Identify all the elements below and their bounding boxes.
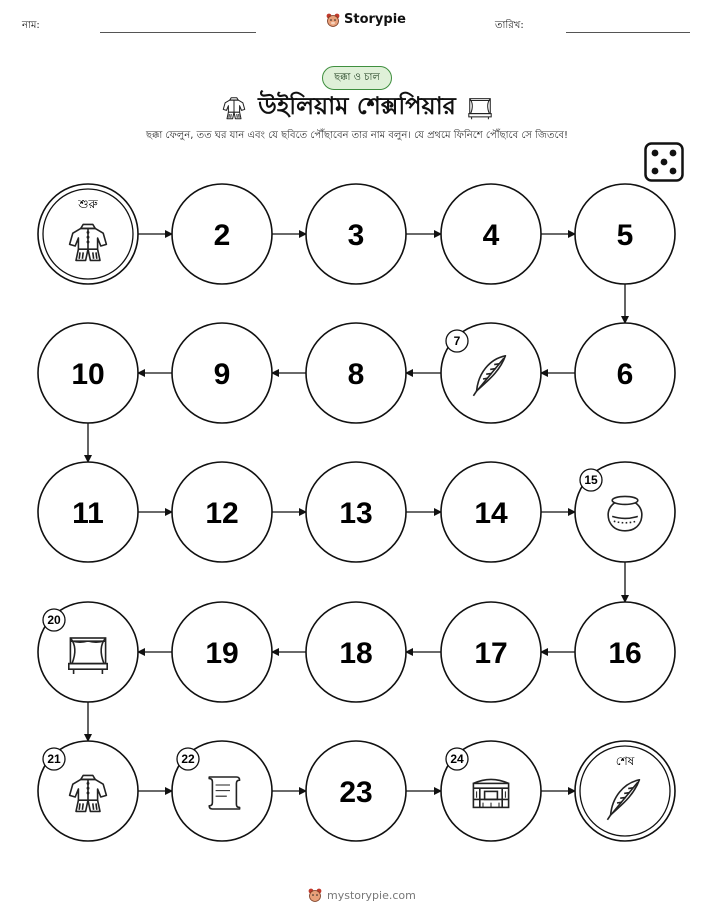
board-cell-9[interactable] xyxy=(172,323,272,423)
board-cell-22[interactable] xyxy=(172,741,272,841)
board-cell-24[interactable] xyxy=(441,741,541,841)
board-cell-11[interactable] xyxy=(38,462,138,562)
board-cell-20[interactable] xyxy=(38,602,138,702)
cell-number: 17 xyxy=(474,637,508,670)
board-cell-7[interactable] xyxy=(441,323,541,423)
cell-number: 4 xyxy=(482,219,500,252)
date-label: তারিখ: xyxy=(495,20,524,31)
cell-number: 5 xyxy=(616,219,634,252)
start-label: শুরু xyxy=(78,197,98,211)
brand-name: Storypie xyxy=(344,12,406,27)
page-title: উইলিয়াম শেক্সপিয়ার xyxy=(258,92,456,120)
board-cell-19[interactable] xyxy=(172,602,272,702)
bear-logo-icon xyxy=(308,888,322,902)
cell-number: 10 xyxy=(71,358,105,391)
board-cell-4[interactable] xyxy=(441,184,541,284)
cell-number: 15 xyxy=(584,473,598,487)
game-tag: ছক্কা ও চাল xyxy=(322,66,392,90)
cell-number: 8 xyxy=(347,358,365,391)
cell-number: 20 xyxy=(47,613,61,627)
board-cell-25[interactable] xyxy=(575,741,675,841)
board-cell-23[interactable] xyxy=(306,741,406,841)
cell-number: 13 xyxy=(339,497,373,530)
cell-number: 16 xyxy=(608,637,642,670)
cell-number: 2 xyxy=(213,219,231,252)
board-cell-18[interactable] xyxy=(306,602,406,702)
board-cell-16[interactable] xyxy=(575,602,675,702)
board-cell-1[interactable] xyxy=(38,184,138,284)
name-label: নাম: xyxy=(22,20,40,31)
cell-number: 22 xyxy=(181,752,195,766)
board-cells xyxy=(38,184,675,841)
board-cell-12[interactable] xyxy=(172,462,272,562)
board-cell-6[interactable] xyxy=(575,323,675,423)
cell-number: 9 xyxy=(213,358,231,391)
cell-number: 11 xyxy=(72,497,104,530)
cell-number: 14 xyxy=(474,497,508,530)
board-cell-21[interactable] xyxy=(38,741,138,841)
board-cell-14[interactable] xyxy=(441,462,541,562)
footer xyxy=(308,888,416,902)
cell-number: 24 xyxy=(450,752,464,766)
footer-url[interactable]: mystorypie.com xyxy=(327,888,416,902)
instructions: ছক্কা ফেলুন, তত ঘর যান এবং যে ছবিতে পৌঁছাবেন তার নাম বলুন। যে প্রথমে ফিনিশে পৌঁছাবে সে জিতবে! xyxy=(145,130,569,141)
cell-number: 23 xyxy=(339,776,373,809)
cell-number: 3 xyxy=(347,219,365,252)
board-cell-8[interactable] xyxy=(306,323,406,423)
cell-number: 7 xyxy=(453,334,461,348)
cell-number: 18 xyxy=(339,637,373,670)
board-cell-10[interactable] xyxy=(38,323,138,423)
cell-number: 12 xyxy=(205,497,239,530)
board-cell-3[interactable] xyxy=(306,184,406,284)
board-cell-13[interactable] xyxy=(306,462,406,562)
board-cell-17[interactable] xyxy=(441,602,541,702)
cell-number: 21 xyxy=(47,752,61,766)
board-cell-2[interactable] xyxy=(172,184,272,284)
cell-number: 19 xyxy=(205,637,239,670)
cell-number: 6 xyxy=(616,358,634,391)
end-label: শেষ xyxy=(615,754,635,768)
board-cell-15[interactable] xyxy=(575,462,675,562)
board-cell-5[interactable] xyxy=(575,184,675,284)
